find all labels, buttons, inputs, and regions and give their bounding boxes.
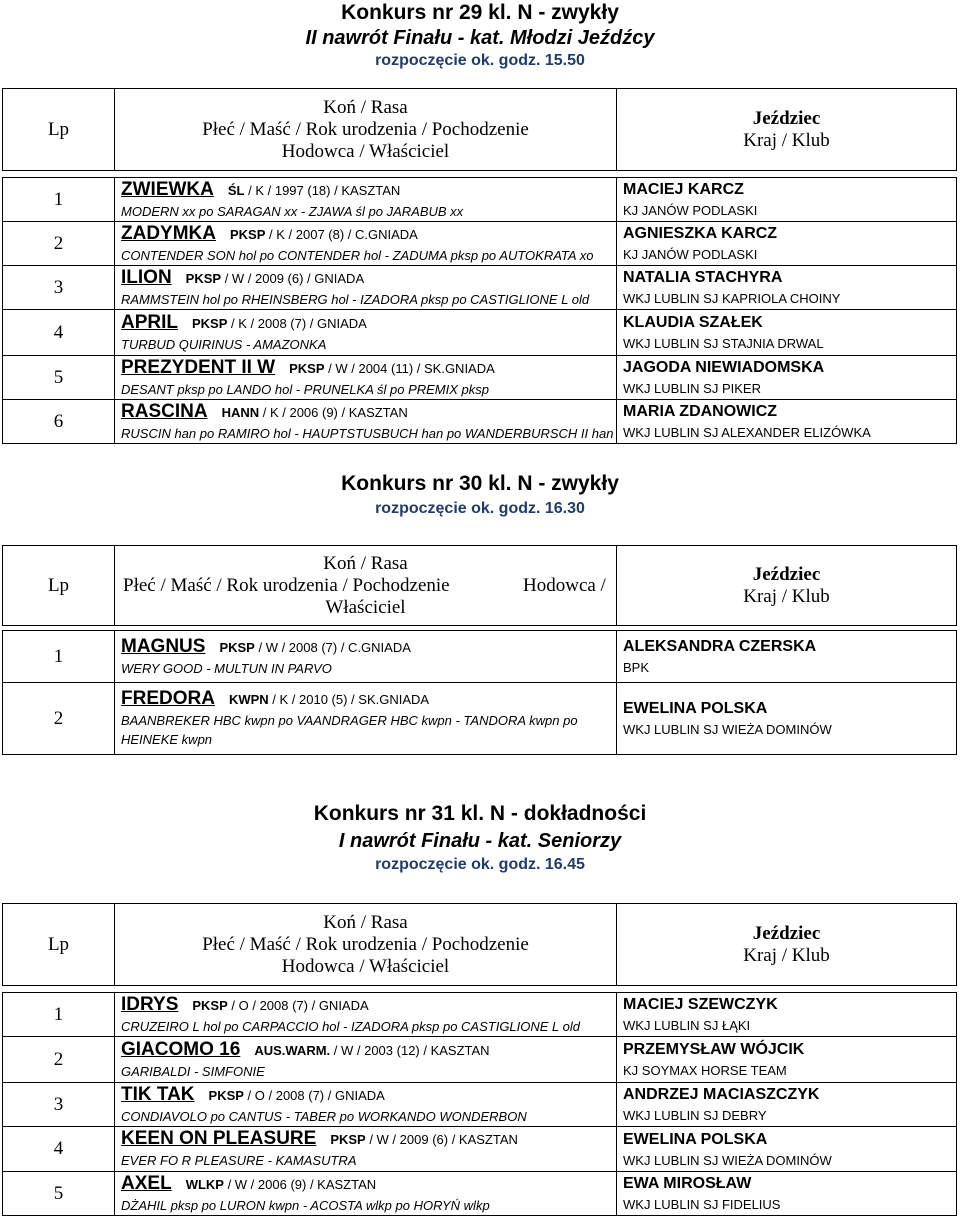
table-row <box>3 631 957 683</box>
lp-header: Lp <box>3 89 115 171</box>
horse-name: ZADYMKA <box>121 222 216 244</box>
lp-number: 3 <box>3 1083 115 1127</box>
table-header-row <box>3 89 957 171</box>
k31-time: rozpoczęcie ok. godz. 16.45 <box>375 856 585 873</box>
lp-number: 4 <box>3 310 115 356</box>
table-row <box>3 310 957 356</box>
horse-name: KEEN ON PLEASURE <box>121 1128 317 1149</box>
lp-number: 1 <box>3 993 115 1037</box>
horse-line <box>121 994 616 1017</box>
horse-cell <box>115 178 617 222</box>
rider-header-line2: Kraj / Klub <box>743 129 830 151</box>
horse-info <box>219 640 410 655</box>
horse-header-line3: Hodowca / Właściciel <box>281 955 450 977</box>
rider-cell <box>617 1037 957 1083</box>
k31-title: Konkurs nr 31 kl. N - dokładności <box>313 802 647 825</box>
horse-details: / K / 2007 (8) / C.GNIADA <box>265 226 418 242</box>
k31-entries <box>3 993 957 1216</box>
horse-line <box>121 401 616 424</box>
horse-info <box>254 1043 489 1058</box>
pedigree: WERY GOOD - MULTUN IN PARVO <box>121 660 332 676</box>
k31-subtitle: I nawrót Finału - kat. Seniorzy <box>338 830 622 852</box>
k30-time: rozpoczęcie ok. godz. 16.30 <box>375 500 585 517</box>
k29-table <box>2 88 957 444</box>
rider-name: KLAUDIA SZAŁEK <box>623 314 763 331</box>
horse-details: / O / 2008 (7) / GNIADA <box>227 997 369 1013</box>
horse-line <box>121 312 616 335</box>
rider-name: EWELINA POLSKA <box>623 700 768 717</box>
horse-breed: PKSP <box>185 270 222 286</box>
horse-name: RASCINA <box>121 400 208 422</box>
horse-line <box>121 1039 616 1062</box>
horse-details: / W / 2006 (9) / KASZTAN <box>223 1176 377 1192</box>
horse-breed: PKSP <box>192 315 228 331</box>
horse-details: / W / 2003 (12) / KASZTAN <box>330 1042 490 1058</box>
rider-name: EWELINA POLSKA <box>623 1130 768 1148</box>
horse-name: APRIL <box>121 311 178 333</box>
horse-line <box>121 1173 616 1196</box>
horse-header-line2b: Hodowca / <box>523 574 606 596</box>
horse-header-line2 <box>115 575 616 597</box>
horse-info <box>192 998 368 1013</box>
horse-line <box>121 636 616 659</box>
pedigree: CONTENDER SON hol po CONTENDER hol - ZADUMA pksp po AUTOKRATA xo <box>121 247 594 263</box>
table-row <box>3 400 957 444</box>
horse-name: AXEL <box>121 1172 172 1194</box>
horse-details: / W / 2004 (11) / SK.GNIADA <box>324 360 495 376</box>
pedigree: RUSCIN han po RAMIRO hol - HAUPTSTUSBUCH han po WANDERBURSCH II han <box>121 425 614 441</box>
rider-name: AGNIESZKA KARCZ <box>623 225 778 242</box>
k30-header <box>0 470 960 520</box>
horse-cell <box>115 266 617 310</box>
horse-header-line3: Hodowca / Właściciel <box>281 140 450 162</box>
lp-number: 1 <box>3 178 115 222</box>
rider-club: WKJ LUBLIN SJ PIKER <box>623 381 761 396</box>
rider-club: WKJ LUBLIN SJ WIEŻA DOMINÓW <box>623 722 832 737</box>
table-gap <box>3 986 957 993</box>
rider-name: NATALIA STACHYRA <box>623 269 783 286</box>
horse-info <box>229 692 429 707</box>
pedigree: MODERN xx po SARAGAN xx - ZJAWA śl po JARABUB xx <box>121 203 464 219</box>
horse-info <box>230 227 418 242</box>
table-row <box>3 993 957 1037</box>
horse-info <box>186 271 364 286</box>
horse-cell <box>115 310 617 356</box>
horse-details: / W / 2009 (6) / KASZTAN <box>365 1132 518 1147</box>
horse-info <box>192 316 367 331</box>
table-row <box>3 1037 957 1083</box>
horse-header <box>115 546 617 626</box>
horse-breed: HANN <box>221 404 260 420</box>
horse-details: / K / 2006 (9) / KASZTAN <box>259 404 408 420</box>
lp-number: 3 <box>3 266 115 310</box>
k29-title: Konkurs nr 29 kl. N - zwykły <box>341 1 619 24</box>
horse-header-line1: Koń / Rasa <box>323 911 408 933</box>
pedigree-cont: HEINEKE kwpn <box>121 732 213 747</box>
horse-header <box>115 89 617 171</box>
table-header-row <box>3 546 957 626</box>
rider-name: ALEKSANDRA CZERSKA <box>623 638 817 655</box>
horse-info <box>289 361 495 376</box>
horse-cell <box>115 356 617 400</box>
horse-breed: PKSP <box>289 360 325 376</box>
horse-breed: PKSP <box>192 997 228 1013</box>
horse-name: ZWIEWKA <box>121 178 214 200</box>
horse-name: IDRYS <box>121 993 179 1015</box>
horse-name: FREDORA <box>121 688 215 709</box>
horse-breed: KWPN <box>228 692 269 707</box>
horse-details: / K / 2008 (7) / GNIADA <box>227 315 367 331</box>
rider-cell <box>617 266 957 310</box>
lp-number: 2 <box>3 222 115 266</box>
horse-header-line3: Właściciel <box>325 596 406 618</box>
horse-cell <box>115 631 617 683</box>
table-row <box>3 1172 957 1216</box>
k30-entries <box>3 631 957 755</box>
table-row <box>3 356 957 400</box>
lp-number: 1 <box>3 631 115 683</box>
horse-header-line1: Koń / Rasa <box>323 96 408 118</box>
horse-line <box>121 1128 616 1151</box>
rider-cell <box>617 1083 957 1127</box>
rider-header <box>617 89 957 171</box>
rider-header <box>617 546 957 626</box>
horse-breed: ŚL <box>227 182 245 198</box>
horse-details: / O / 2008 (7) / GNIADA <box>243 1087 385 1103</box>
rider-cell <box>617 222 957 266</box>
horse-name: GIACOMO 16 <box>121 1038 241 1060</box>
rider-club: WKJ LUBLIN SJ ŁĄKI <box>623 1018 751 1033</box>
horse-info <box>186 1177 376 1192</box>
table-row <box>3 178 957 222</box>
horse-breed: PKSP <box>219 639 255 655</box>
k29-header <box>0 0 960 72</box>
horse-info <box>330 1132 518 1147</box>
horse-cell <box>115 400 617 444</box>
rider-name: JAGODA NIEWIADOMSKA <box>623 359 825 376</box>
horse-breed: PKSP <box>230 226 266 242</box>
rider-name: MACIEJ SZEWCZYK <box>623 996 778 1013</box>
rider-cell <box>617 400 957 444</box>
pedigree: EVER FO R PLEASURE - KAMASUTRA <box>121 1153 357 1168</box>
rider-name: EWA MIROSŁAW <box>623 1175 752 1192</box>
table-row <box>3 266 957 310</box>
horse-cell <box>115 1037 617 1083</box>
rider-cell <box>617 178 957 222</box>
rider-header-line1: Jeździec <box>752 107 821 129</box>
horse-cell <box>115 222 617 266</box>
rider-header-line1: Jeździec <box>752 922 821 944</box>
pedigree: CRUZEIRO L hol po CARPACCIO hol - IZADORA pksp po CASTIGLIONE L old <box>121 1018 581 1034</box>
rider-name: MARIA ZDANOWICZ <box>623 403 778 420</box>
rider-club: WKJ LUBLIN SJ DEBRY <box>623 1108 767 1123</box>
horse-header-line1: Koń / Rasa <box>323 552 408 574</box>
horse-cell <box>115 993 617 1037</box>
rider-cell <box>617 1127 957 1172</box>
table-row <box>3 1127 957 1172</box>
k29-time: rozpoczęcie ok. godz. 15.50 <box>375 52 585 69</box>
rider-header-line2: Kraj / Klub <box>743 944 830 966</box>
horse-name: PREZYDENT II W <box>121 356 276 378</box>
table-gap <box>3 171 957 178</box>
pedigree: BAANBREKER HBC kwpn po VAANDRAGER HBC kwpn - TANDORA kwpn po <box>121 713 578 728</box>
rider-cell <box>617 993 957 1037</box>
rider-club: KJ JANÓW PODLASKI <box>623 247 758 262</box>
rider-cell <box>617 310 957 356</box>
lp-number: 2 <box>3 1037 115 1083</box>
rider-header-line2: Kraj / Klub <box>743 585 830 607</box>
horse-details: / K / 1997 (18) / KASZTAN <box>244 182 401 198</box>
k29-subtitle: II nawrót Finału - kat. Młodzi Jeźdźcy <box>305 27 655 49</box>
horse-header-line2: Płeć / Maść / Rok urodzenia / Pochodzenie <box>202 118 529 140</box>
horse-line <box>121 267 616 290</box>
table-header-row <box>3 904 957 986</box>
rider-club: BPK <box>623 660 650 675</box>
pedigree: CONDIAVOLO po CANTUS - TABER po WORKANDO WONDERBON <box>121 1108 527 1124</box>
horse-line <box>121 357 616 380</box>
horse-breed: AUS.WARM. <box>254 1042 331 1058</box>
horse-info <box>209 1088 385 1103</box>
horse-header-line2a: Płeć / Maść / Rok urodzenia / Pochodzenie <box>123 574 450 596</box>
horse-breed: WLKP <box>185 1176 224 1192</box>
table-row <box>3 1083 957 1127</box>
rider-club: KJ JANÓW PODLASKI <box>623 203 758 218</box>
pedigree: DŻAHIL pksp po LURON kwpn - ACOSTA wlkp po HORYŃ wlkp <box>121 1197 490 1213</box>
horse-name: MAGNUS <box>121 635 206 657</box>
k31-table <box>2 903 957 1216</box>
horse-cell <box>115 1083 617 1127</box>
horse-line <box>121 223 616 246</box>
horse-breed: PKSP <box>208 1087 244 1103</box>
rider-name: ANDRZEJ MACIASZCZYK <box>623 1086 820 1103</box>
lp-number: 5 <box>3 1172 115 1216</box>
horse-cell <box>115 1172 617 1216</box>
horse-cell <box>115 683 617 755</box>
rider-club: KJ SOYMAX HORSE TEAM <box>623 1063 787 1078</box>
pedigree: TURBUD QUIRINUS - AMAZONKA <box>121 336 327 352</box>
k30-title: Konkurs nr 30 kl. N - zwykły <box>341 472 619 495</box>
horse-line <box>121 1084 616 1107</box>
horse-name: ILION <box>121 266 172 288</box>
lp-header: Lp <box>3 904 115 986</box>
rider-cell <box>617 356 957 400</box>
pedigree: RAMMSTEIN hol po RHEINSBERG hol - IZADORA pksp po CASTIGLIONE L old <box>121 291 590 307</box>
rider-club: WKJ LUBLIN SJ STAJNIA DRWAL <box>623 336 824 351</box>
k30-table <box>2 545 957 755</box>
lp-number: 5 <box>3 356 115 400</box>
rider-name: PRZEMYSŁAW WÓJCIK <box>623 1041 805 1058</box>
horse-details: / W / 2008 (7) / C.GNIADA <box>254 639 411 655</box>
horse-info <box>228 183 400 198</box>
rider-header-line1: Jeździec <box>752 563 821 585</box>
lp-header: Lp <box>3 546 115 626</box>
rider-club: WKJ LUBLIN SJ KAPRIOLA CHOINY <box>623 291 841 306</box>
k31-header <box>0 800 960 876</box>
lp-number: 6 <box>3 400 115 444</box>
horse-details: / K / 2010 (5) / SK.GNIADA <box>268 692 430 707</box>
table-row <box>3 222 957 266</box>
rider-cell <box>617 683 957 755</box>
lp-number: 2 <box>3 683 115 755</box>
pedigree: DESANT pksp po LANDO hol - PRUNELKA śl po PREMIX pksp <box>121 381 489 397</box>
rider-club: WKJ LUBLIN SJ WIEŻA DOMINÓW <box>623 1152 832 1168</box>
rider-name: MACIEJ KARCZ <box>623 181 744 198</box>
rider-club: WKJ LUBLIN SJ FIDELIUS <box>623 1197 781 1212</box>
horse-header-line2: Płeć / Maść / Rok urodzenia / Pochodzenie <box>202 933 529 955</box>
horse-line <box>121 688 616 711</box>
k29-entries <box>3 178 957 444</box>
pedigree: GARIBALDI - SIMFONIE <box>121 1063 265 1079</box>
rider-club: WKJ LUBLIN SJ ALEXANDER ELIZÓWKA <box>623 425 871 440</box>
rider-cell <box>617 631 957 683</box>
horse-details: / W / 2009 (6) / GNIADA <box>221 270 365 286</box>
horse-header <box>115 904 617 986</box>
rider-cell <box>617 1172 957 1216</box>
rider-header <box>617 904 957 986</box>
table-row <box>3 683 957 755</box>
horse-cell <box>115 1127 617 1172</box>
horse-name: TIK TAK <box>121 1083 195 1105</box>
horse-line <box>121 179 616 202</box>
horse-info <box>222 405 408 420</box>
lp-number: 4 <box>3 1127 115 1172</box>
horse-breed: PKSP <box>330 1132 366 1147</box>
